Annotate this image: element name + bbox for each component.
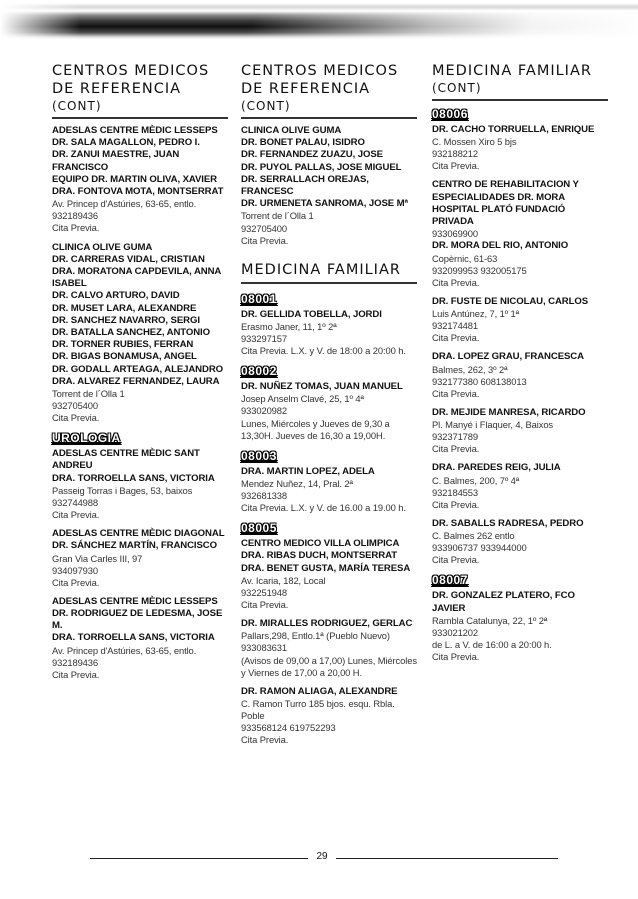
section-title: MEDICINA FAMILIAR [241,261,417,284]
entry-detail: Passeig Torras i Bages, 53, baixos [52,484,193,496]
entry-name: DR. RODRIGUEZ DE LEDESMA, JOSE M. [52,608,223,632]
entry-name: DR. ZANUI MAESTRE, JUAN FRANCISCO [52,149,180,173]
entry-detail: Cita Previa. [241,734,289,746]
entry-detail: 933021202 [432,626,479,638]
directory-entry [241,686,417,747]
entry-name: DR. RAMON ALIAGA, ALEXANDRE [241,685,398,697]
entry-detail: C. Balmes, 200, 7º 4ª [432,474,520,486]
entry-detail: Rambla Catalunya, 22, 1º 2ª [432,614,548,626]
directory-entry [52,596,228,681]
footer-rule-right [336,858,558,859]
section-subtitle: (CONT) [52,98,228,119]
directory-entry [52,125,228,235]
entry-detail: 932744988 [52,496,99,508]
entry-name: DR. FERNANDEZ ZUAZU, JOSE [241,149,383,161]
entry-detail: Erasmo Janer, 11, 1º 2ª [241,320,337,332]
entry-detail: Cita Previa. L.X. y V. de 16.00 a 19.00 h. [241,502,406,514]
entry-name: DR. URMENETA SANROMA, JOSE Mª [241,198,408,210]
entry-detail: de L. a V. de 16:00 a 20:00 h. [432,638,552,650]
entry-detail: Cita Previa. [432,443,480,455]
entry-detail: 932177380 608138013 [432,375,527,387]
entry-detail: Cita Previa. [52,509,100,521]
header-decoration [0,0,638,58]
entry-name: DR. BONET PALAU, ISIDRO [241,137,365,149]
entry-detail: Av. Princep d'Astúries, 63-65, entlo. [52,198,197,210]
entry-detail: Copèrnic, 61-63 [432,252,498,264]
entry-detail: Torrent de l´Olla 1 [241,210,314,222]
entry-detail: Luis Antúnez, 7, 1º 1ª [432,308,520,320]
entry-detail: Cita Previa. [241,599,289,611]
entry-detail: 932184553 [432,486,479,498]
entry-detail: C. Ramon Turro 185 bjos. esqu. Rbla. Poble [241,697,395,722]
entry-detail: 932681338 [241,490,288,502]
section-title: MEDICINA FAMILIAR [432,63,592,79]
entry-detail: 933020982 [241,405,288,417]
entry-name: DR. GODALL ARTEAGA, ALEJANDRO [52,363,224,375]
section-subtitle: (CONT) [241,98,417,119]
section-heading [241,62,417,119]
directory-entry [432,518,608,566]
entry-detail: Balmes, 262, 3º 2ª [432,363,508,375]
entry-detail: Cita Previa. [52,412,100,424]
entry-name: ADESLAS CENTRE MÈDIC LESSEPS [52,125,218,136]
category-heading: 08001 [241,291,277,306]
entry-name: DRA. ALVAREZ FERNANDEZ, LAURA [52,375,220,387]
entry-name: DR. PUYOL PALLAS, JOSE MIGUEL [241,161,402,173]
entry-detail: Pallars,298, Entlo.1ª (Pueblo Nuevo) [241,630,390,642]
entry-name: DR. SERRALLACH OREJAS, FRANCESC [241,173,369,198]
entry-name: ADESLAS CENTRE MÈDIC SANT ANDREU [52,448,200,472]
directory-entry [241,309,417,357]
entry-detail: Av. Princep d'Astúries, 63-65, entlo. [52,644,197,656]
category-heading: 08005 [241,521,277,536]
entry-detail: Av. Icaria, 182, Local [241,574,326,586]
entry-name: DR. MUSET LARA, ALEXANDRE [52,302,197,314]
entry-detail: 934097930 [52,564,99,576]
entry-detail: 932188212 [432,148,479,160]
directory-entry [432,590,608,663]
section-subtitle: (CONT) [432,80,608,101]
entry-name: DR. MEJIDE MANRESA, RICARDO [432,406,586,418]
header-fade [0,0,80,58]
category-heading: 08002 [241,364,277,379]
entry-name: DRA. PAREDES REIG, JULIA [432,462,561,474]
entry-detail: Cita Previa. [241,234,289,246]
entry-detail: Cita Previa. [432,332,480,344]
entry-name: DR. SALA MAGALLON, PEDRO I. [52,137,200,149]
entry-name: DR. GELLIDA TOBELLA, JORDI [241,308,382,320]
entry-name: DR. CACHO TORRUELLA, ENRIQUE [432,124,595,135]
directory-entry [432,296,608,344]
entry-name: DRA. TORROELLA SANS, VICTORIA [52,472,215,484]
entry-detail: Cita Previa. [432,650,480,662]
entry-name: CENTRO MEDICO VILLA OLIMPICA [241,538,400,550]
entry-name: CLINICA OLIVE GUMA [241,125,342,136]
entry-name: DRA. MORATONA CAPDEVILA, ANNA ISABEL [52,265,221,290]
directory-entry [241,125,417,247]
entry-name: DR. SABALLS RADRESA, PEDRO [432,517,584,529]
column-3 [432,62,608,670]
entry-name: DRA. BENET GUSTA, MARÍA TERESA [241,562,411,574]
section-heading [52,62,228,119]
section-title: DE REFERENCIA [241,81,371,97]
entry-detail: Cita Previa. [432,554,480,566]
footer-rule-left [90,858,308,859]
entry-name: CLINICA OLIVE GUMA [52,241,153,253]
entry-name: DR. FUSTE DE NICOLAU, CARLOS [432,295,589,307]
entry-detail: 932705400 [241,222,288,234]
entry-name: DR. CALVO ARTURO, DAVID [52,290,180,302]
entry-name: DRA. LOPEZ GRAU, FRANCESCA [432,351,584,363]
header-swoosh [244,10,638,44]
entry-name: DR. NUÑEZ TOMAS, JUAN MANUEL [241,381,403,393]
directory-entry [241,618,417,679]
entry-detail: 932174481 [432,320,479,332]
entry-detail: Cita Previa. [432,387,480,399]
entry-detail: 933069900 [432,228,479,240]
section-heading [432,62,608,101]
directory-entry [52,528,228,589]
entry-detail: Cita Previa. [52,668,100,680]
entry-detail: 933568124 619752293 [241,722,336,734]
entry-detail: 933297157 [241,333,288,344]
entry-detail: Cita Previa. L.X. y V. de 18:00 a 20:00 h. [241,345,406,357]
entry-name: DR. SANCHEZ NAVARRO, SERGI [52,314,200,326]
directory-entry [432,407,608,455]
entry-detail: Pl. Manyé i Flaquer, 4, Baixos [432,419,554,431]
entry-detail: Gran Via Carles III, 97 [52,552,143,564]
section-title: CENTROS MEDICOS [52,63,210,79]
entry-detail: 932371789 [432,431,479,443]
category-heading: 08006 [432,107,468,121]
entry-name: DRA. TORROELLA SANS, VICTORIA [52,632,215,644]
entry-name: ADESLAS CENTRE MÈDIC LESSEPS [52,595,218,607]
directory-entry [432,462,608,510]
directory-entry [52,448,228,521]
entry-detail: Lunes, Miércoles y Jueves de 9,30 a 13,30H. Jueves de 16,30 a 19,00H. [241,417,390,441]
entry-detail: 932189436 [52,210,99,222]
entry-detail: C. Mossen Xiro 5 bjs [432,136,517,148]
entry-detail: Mendez Nuñez, 14, Pral. 2ª [241,477,353,489]
entry-name: DRA. MARTIN LOPEZ, ADELA [241,465,375,477]
entry-name: CENTRO DE REHABILITACION Y ESPECIALIDADES DR. MORA HOSPITAL PLATÓ FUNDACIÓ PRIVADA [432,179,579,228]
entry-detail: Cita Previa. [432,498,480,510]
entry-name: DR. MIRALLES RODRIGUEZ, GERLAC [241,618,413,630]
category-heading: 08007 [432,573,468,588]
entry-detail: 932099953 932005175 [432,264,527,276]
entry-detail: Josep Anselm Clavé, 25, 1º 4ª [241,393,364,405]
directory-entry [241,538,417,611]
directory-entry [432,124,608,172]
entry-detail: 932251948 [241,586,288,598]
entry-name: DR. MORA DEL RIO, ANTONIO [432,240,569,252]
entry-name: DR. GONZALEZ PLATERO, FCO JAVIER [432,590,575,614]
entry-detail: 933906737 933944000 [432,542,527,554]
entry-detail: Cita Previa. [52,222,100,234]
entry-detail: Cita Previa. [432,276,480,288]
entry-detail: Cita Previa. [432,160,480,172]
column-1 [52,62,228,688]
entry-name: DRA. FONTOVA MOTA, MONTSERRAT [52,186,224,198]
entry-name: DR. CARRERAS VIDAL, CRISTIAN [52,253,205,265]
directory-entry [52,242,228,425]
section-title: DE REFERENCIA [52,81,182,97]
directory-entry [241,466,417,514]
entry-detail: Cita Previa. [52,576,100,588]
entry-name: DR. SÁNCHEZ MARTÍN, FRANCISCO [52,540,217,552]
page-number: 29 [316,851,328,862]
entry-name: DRA. RIBAS DUCH, MONTSERRAT [241,550,397,562]
entry-name: DR. BATALLA SANCHEZ, ANTONIO [52,326,210,338]
entry-detail: (Avisos de 09,00 a 17,00) Lunes, Miércoles y Viernes de 17,00 a 20,00 H. [241,654,417,678]
entry-name: EQUIPO DR. MARTIN OLIVA, XAVIER [52,173,217,185]
entry-detail: 932189436 [52,656,99,668]
entry-detail: C. Balmes 262 entlo [432,530,515,542]
entry-name: ADESLAS CENTRE MÈDIC DIAGONAL [52,528,225,540]
directory-entry [432,351,608,399]
column-2 [241,62,417,753]
entry-detail: 932705400 [52,400,99,412]
category-heading: 08003 [241,448,277,463]
entry-detail: Torrent de l´Olla 1 [52,387,125,399]
entry-name: DR. BIGAS BONAMUSA, ANGEL [52,351,197,363]
directory-entry [432,179,608,288]
section-title: CENTROS MEDICOS [241,63,399,79]
directory-entry [241,381,417,442]
entry-name: DR. TORNER RUBIES, FERRAN [52,339,194,351]
entry-detail: 933083631 [241,642,288,654]
category-heading: UROLOGIA [52,431,121,446]
